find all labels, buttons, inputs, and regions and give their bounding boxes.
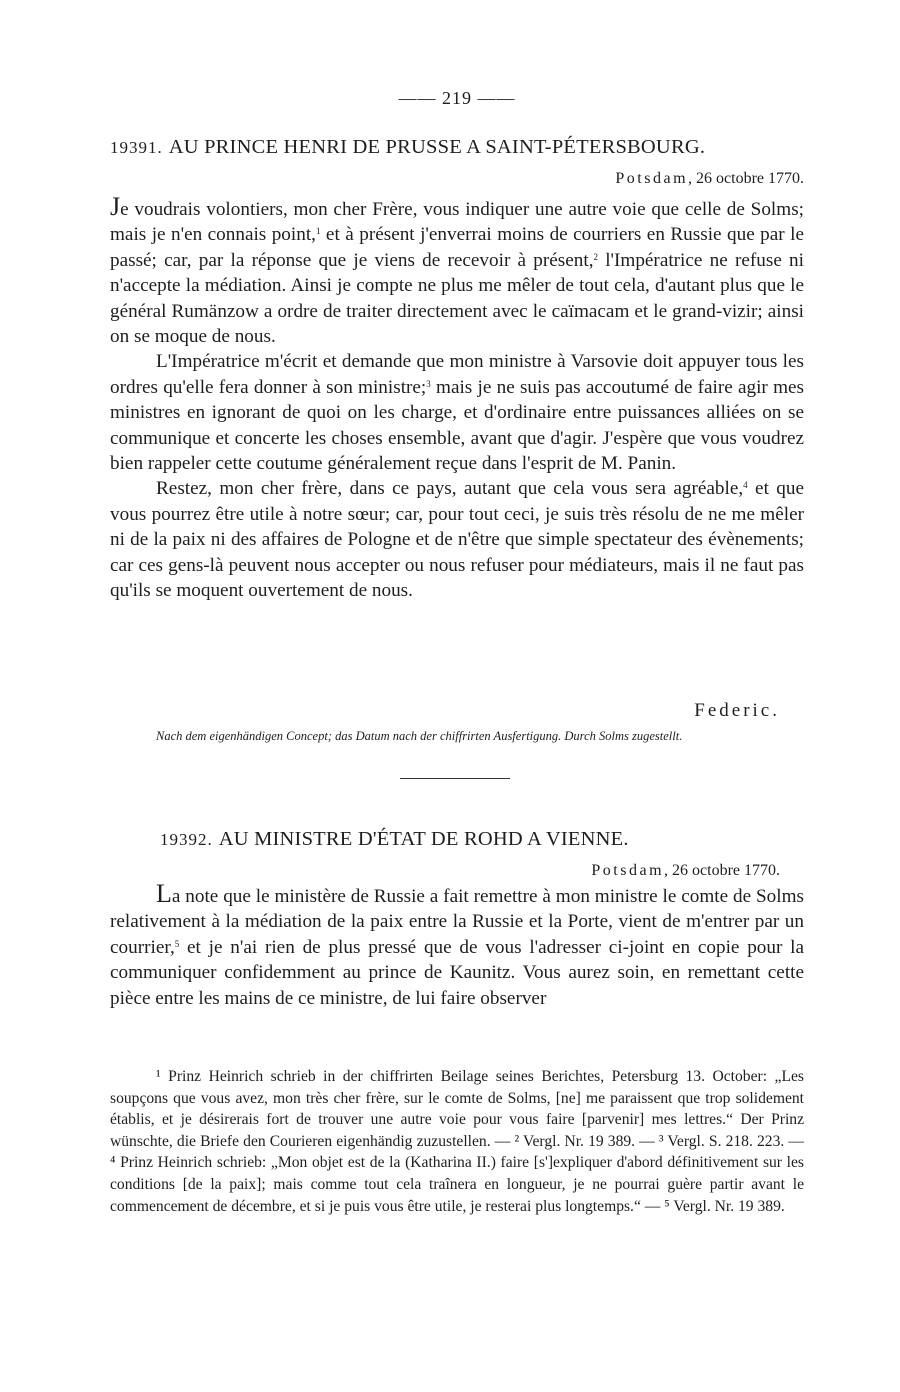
- footnote-text: ¹ Prinz Heinrich schrieb in der chiffrirten Beilage seines Berichtes, Petersburg 13. October: „Les soupçons que vous avez, mon très cher frère, sur le comte de Solms, [ne] me paraissent que trop solidement établis, et je désirerais fort de trouver une autre voie pour vous faire [parvenir] mes lettres.“ Der Prinz wünschte, die Briefe den Courieren eigenhändig zuzustellen. — ² Vergl. Nr. 19 389. — ³ Vergl. S. 218. 223. — ⁴ Prinz Heinrich schrieb: „Mon objet est de la (Katharina II.) faire [s']expliquer d'abord définitivement sur les conditions [de la paix]; mais comme tout cela traînera en longueur, je ne pourrai guère partir avant le commencement de décembre, et si je puis vous être utile, je resterai plus longtemps.“ — ⁵ Vergl. Nr. 19 389.: [110, 1068, 804, 1215]
- letter-2-text: a note que le ministère de Russie a fait remettre à mon ministre le comte de Solms relativement à la médiation de la paix entre la Russie et la Porte, vient de m'entrer par un courrier,: [110, 886, 804, 958]
- letter-1-paragraph-2: [110, 349, 804, 476]
- footnote-ref-3[interactable]: 3: [426, 378, 431, 389]
- letter-1-paragraph-3: [110, 476, 804, 603]
- section-divider: [400, 778, 510, 779]
- footnote-ref-2[interactable]: 2: [593, 251, 598, 262]
- letter-1-text: L'Impératrice m'écrit et demande que mon ministre à Varsovie doit appuyer tous les ordres qu'elle fera donner à son ministre;: [110, 351, 804, 398]
- letter-1-text: et que vous pourrez être utile à notre sœur; car, pour tout ceci, je suis très résolu de ne me mêler ni de la paix ni des affaires de Pologne et de n'être que simple spectateur des évènements; car ces gens-là peuvent nous accepter ou nous refuser pour médiateurs, mais il ne faut pas qu'ils se moquent ouvertement de nous.: [110, 478, 804, 602]
- letter-2-paragraph-1: [110, 879, 804, 1011]
- letter-1-text: Restez, mon cher frère, dans ce pays, autant que cela vous sera agréable,: [156, 478, 744, 500]
- letter-1-dateline: [615, 170, 804, 188]
- letter-1-signature: Federic.: [694, 700, 780, 721]
- letter-1-body: [110, 192, 804, 604]
- letter-1-text: e voudrais volontiers, mon cher Frère, vous indiquer une autre voie que celle de Solms; mais je n'en connais point,: [110, 199, 804, 246]
- letter-1-heading: [110, 136, 804, 159]
- letter-1-title: AU PRINCE HENRI DE PRUSSE A SAINT-PÉTERSBOURG.: [168, 136, 706, 158]
- letter-2-heading: [160, 828, 854, 851]
- letter-2-text: et je n'ai rien de plus pressé que de vous l'adresser ci-joint en copie pour la communiquer confidemment au prince de Kaunitz. Vous aurez soin, en remettant cette pièce entre les mains de ce ministre, de lui faire observer: [110, 936, 804, 1009]
- letter-2-dateline: [591, 862, 780, 880]
- letter-2-date: , 26 octobre 1770.: [664, 862, 780, 879]
- letter-2-body: [110, 879, 804, 1011]
- footnote-ref-5[interactable]: 5: [174, 938, 180, 949]
- letter-1-text: et à présent j'enverrai moins de courriers en Russie que par le passé; car, par la réponse que je viens de recevoir à présent,: [110, 224, 804, 271]
- letter-1-date: , 26 octobre 1770.: [688, 170, 804, 187]
- footnotes: [110, 1066, 804, 1217]
- letter-1-source-note: Nach dem eigenhändigen Concept; das Datum nach der chiffrirten Ausfertigung. Durch Solms zugestellt.: [156, 729, 683, 743]
- letter-1-dropcap: J: [110, 192, 121, 221]
- footnote-ref-4[interactable]: 4: [743, 480, 748, 491]
- footnote-ref-1[interactable]: 1: [315, 226, 321, 237]
- letter-2-number: 19392.: [160, 830, 213, 849]
- letter-2-title: AU MINISTRE D'ÉTAT DE ROHD A VIENNE.: [218, 828, 629, 850]
- letter-1-place: Potsdam: [615, 170, 689, 187]
- letter-2-dropcap: L: [156, 879, 172, 908]
- letter-1-text: mais je ne suis pas accoutumé de faire agir mes ministres en ignorant de quoi on les charge, et d'ordinaire entre puissances alliées on se communique et concerte les choses ensemble, avant que d'agir. J'espère que vous voudrez bien rappeler cette coutume généralement reçue dans l'esprit de M. Panin.: [110, 376, 804, 475]
- letter-1-number: 19391.: [110, 138, 163, 157]
- page-number: —— 219 ——: [398, 88, 516, 108]
- letter-1-text: l'Impératrice ne refuse ni n'accepte la médiation. Ainsi je compte ne plus me mêler de tout cela, d'autant plus que le général Rumänzow a ordre de traiter directement avec le caïmacam et le grand-vizir; ainsi on se moque de nous.: [110, 249, 804, 348]
- letter-1-paragraph-1: [110, 192, 804, 349]
- letter-2-place: Potsdam: [591, 862, 665, 879]
